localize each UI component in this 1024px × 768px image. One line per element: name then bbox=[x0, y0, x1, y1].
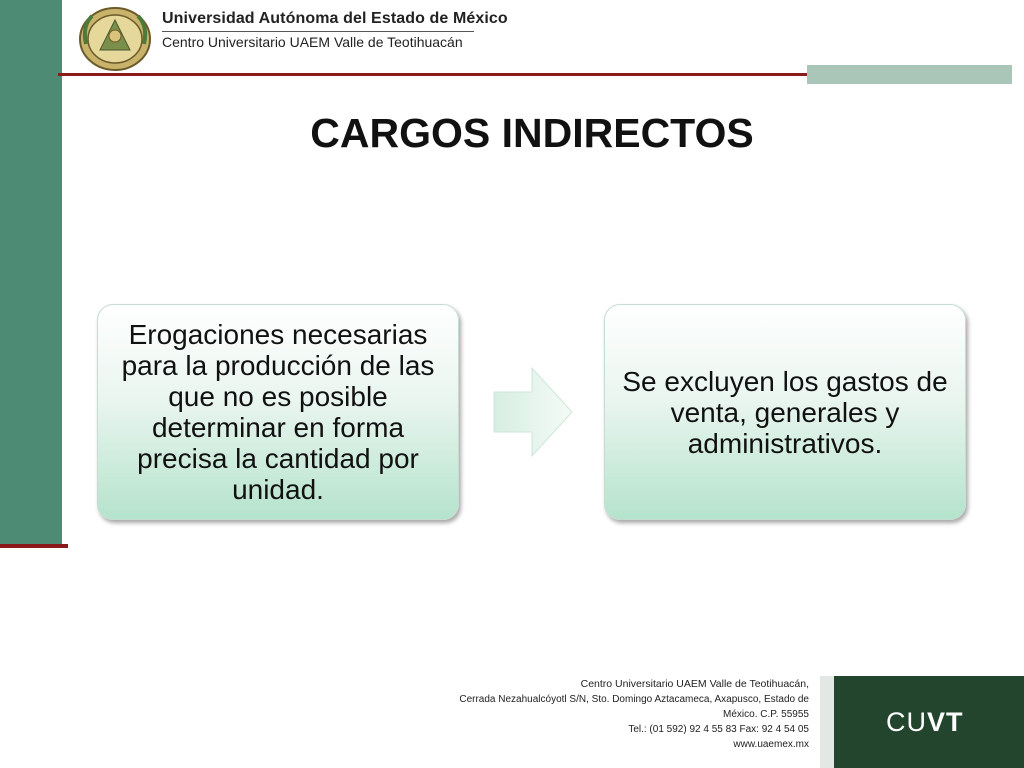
left-accent-line bbox=[0, 544, 68, 548]
university-seal-icon bbox=[78, 6, 152, 72]
footer-strip bbox=[820, 676, 834, 768]
center-name: Centro Universitario UAEM Valle de Teotihuacán bbox=[162, 34, 463, 50]
header-green-box bbox=[807, 65, 1012, 84]
footer-postal: México. C.P. 55955 bbox=[723, 709, 809, 720]
cuvt-logo bbox=[886, 707, 964, 738]
definition-text: Erogaciones necesarias para la producción de las que no es posible determinar en forma precisa la cantidad por unidad. bbox=[121, 319, 435, 505]
logo-prefix: CU bbox=[886, 707, 927, 737]
arrow-right-icon bbox=[492, 366, 574, 458]
definition-box bbox=[97, 304, 459, 520]
footer-center-name: Centro Universitario UAEM Valle de Teotihuacán, bbox=[580, 678, 809, 690]
slide-title: CARGOS INDIRECTOS bbox=[310, 110, 754, 156]
university-name: Universidad Autónoma del Estado de México bbox=[162, 10, 508, 27]
footer-address bbox=[459, 677, 809, 752]
exclusion-box bbox=[604, 304, 966, 520]
left-decorative-band bbox=[0, 0, 62, 546]
footer-website: www.uaemex.mx bbox=[733, 739, 809, 750]
footer-phone: Tel.: (01 592) 92 4 55 83 Fax: 92 4 54 05 bbox=[628, 724, 809, 735]
header-divider bbox=[162, 31, 474, 32]
footer-street: Cerrada Nezahualcóyotl S/N, Sto. Domingo Aztacameca, Axapusco, Estado de bbox=[459, 694, 809, 705]
logo-suffix: VT bbox=[927, 707, 964, 737]
exclusion-text: Se excluyen los gastos de venta, generales y administrativos. bbox=[622, 365, 948, 459]
